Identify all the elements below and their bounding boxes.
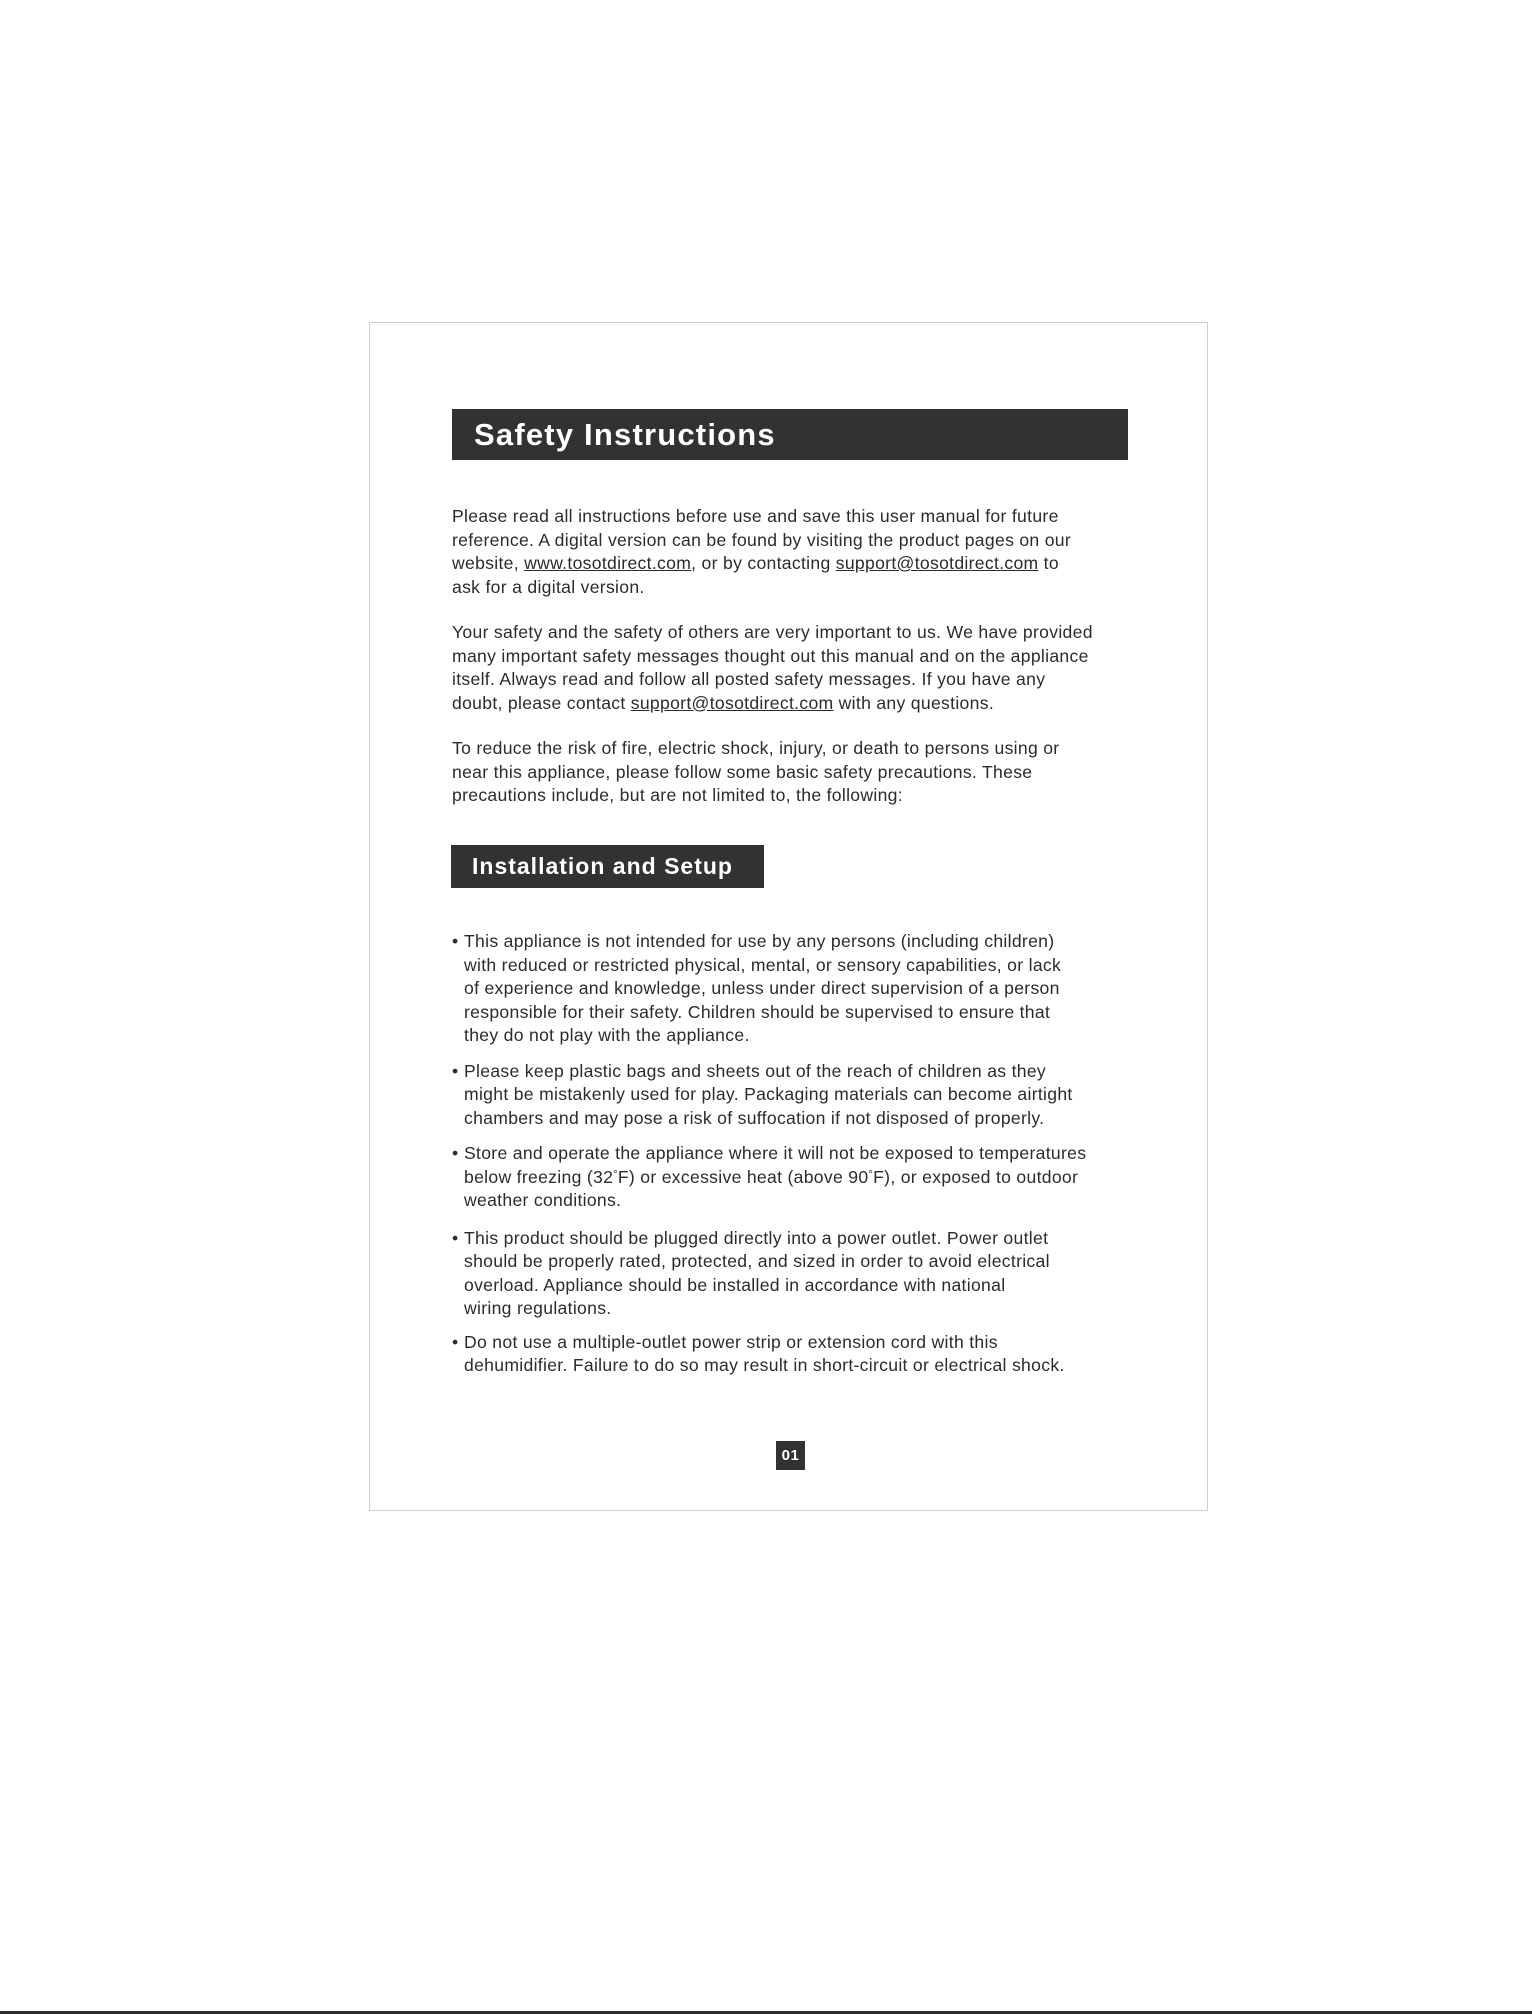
text-line bbox=[452, 552, 1071, 576]
text-line: Store and operate the appliance where it will not be exposed to temperatures bbox=[464, 1143, 1087, 1163]
text-fragment: website, bbox=[452, 553, 525, 573]
list-item bbox=[452, 930, 1086, 1048]
text-fragment: F) or excessive heat (above 90 bbox=[617, 1166, 869, 1187]
bullet-marker: • bbox=[452, 1227, 459, 1248]
text-line: near this appliance, please follow some basic safety precautions. These bbox=[452, 761, 1033, 782]
website-link[interactable]: www.tosotdirect.com bbox=[524, 553, 692, 573]
text-line: reference. A digital version can be found by visiting the product pages on our bbox=[452, 529, 1072, 550]
degree-symbol: ° bbox=[868, 1168, 874, 1181]
support-email-link[interactable]: support@tosotdirect.com bbox=[835, 553, 1039, 573]
text-line bbox=[452, 692, 1093, 716]
text-line: many important safety messages thought out this manual and on the appliance bbox=[452, 645, 1089, 666]
text-line: Please read all instructions before use and save this user manual for future bbox=[452, 506, 1059, 526]
text-fragment: doubt, please contact bbox=[452, 692, 631, 713]
text-line: ask for a digital version. bbox=[452, 576, 645, 597]
support-email-link[interactable]: support@tosotdirect.com bbox=[630, 692, 834, 713]
section-title bbox=[451, 845, 764, 888]
bullet-marker: • bbox=[452, 1143, 459, 1163]
text-line: dehumidifier. Failure to do so may result in short-circuit or electrical shock. bbox=[464, 1355, 1065, 1375]
text-line: To reduce the risk of fire, electric shock, injury, or death to persons using or bbox=[452, 738, 1060, 758]
text-fragment: below freezing (32 bbox=[464, 1166, 614, 1187]
text-line: itself. Always read and follow all posted safety messages. If you have any bbox=[452, 669, 1046, 689]
page-number-text: 01 bbox=[781, 1447, 800, 1464]
intro-paragraph-1 bbox=[452, 505, 1071, 599]
text-fragment: to bbox=[1038, 553, 1059, 573]
bullet-marker: • bbox=[452, 931, 459, 951]
text-line: with reduced or restricted physical, mental, or sensory capabilities, or lack bbox=[464, 954, 1062, 975]
bullet-marker: • bbox=[452, 1060, 459, 1081]
text-line: of experience and knowledge, unless under direct supervision of a person bbox=[464, 978, 1060, 998]
text-fragment: with any questions. bbox=[833, 692, 995, 713]
text-line: they do not play with the appliance. bbox=[464, 1025, 750, 1045]
list-item bbox=[452, 1331, 1086, 1378]
text-line: Please keep plastic bags and sheets out of the reach of children as they bbox=[464, 1060, 1047, 1081]
text-line: should be properly rated, protected, and sized in order to avoid electrical bbox=[464, 1251, 1050, 1271]
page-number bbox=[776, 1441, 805, 1470]
text-line: chambers and may pose a risk of suffocation if not disposed of properly. bbox=[464, 1107, 1045, 1128]
text-line: weather conditions. bbox=[464, 1190, 622, 1210]
list-item bbox=[452, 1060, 1086, 1131]
list-item bbox=[452, 1142, 1086, 1213]
page-title bbox=[452, 409, 1128, 460]
text-fragment: F), or exposed to outdoor bbox=[873, 1166, 1079, 1187]
text-line: precautions include, but are not limited to, the following: bbox=[452, 785, 903, 805]
text-line: This product should be plugged directly into a power outlet. Power outlet bbox=[464, 1227, 1049, 1248]
text-line: wiring regulations. bbox=[464, 1298, 612, 1318]
text-line: Do not use a multiple-outlet power strip or extension cord with this bbox=[464, 1331, 998, 1352]
text-line: responsible for their safety. Children should be supervised to ensure that bbox=[464, 1001, 1051, 1022]
page-title-text: Safety Instructions bbox=[474, 416, 776, 452]
list-item bbox=[452, 1227, 1086, 1321]
section-title-text: Installation and Setup bbox=[472, 853, 733, 879]
text-line bbox=[464, 1166, 1086, 1190]
safety-bullet-list bbox=[452, 930, 1086, 1378]
bullet-marker: • bbox=[452, 1331, 459, 1352]
text-line: Your safety and the safety of others are very important to us. We have provided bbox=[452, 622, 1093, 642]
text-line: This appliance is not intended for use by any persons (including children) bbox=[464, 931, 1055, 951]
text-fragment: , or by contacting bbox=[691, 553, 836, 573]
text-line: might be mistakenly used for play. Packaging materials can become airtight bbox=[464, 1084, 1073, 1104]
text-line: overload. Appliance should be installed in accordance with national bbox=[464, 1274, 1006, 1295]
intro-paragraph-3 bbox=[452, 737, 1059, 808]
intro-paragraph-2 bbox=[452, 621, 1093, 715]
degree-symbol: ° bbox=[613, 1168, 618, 1181]
